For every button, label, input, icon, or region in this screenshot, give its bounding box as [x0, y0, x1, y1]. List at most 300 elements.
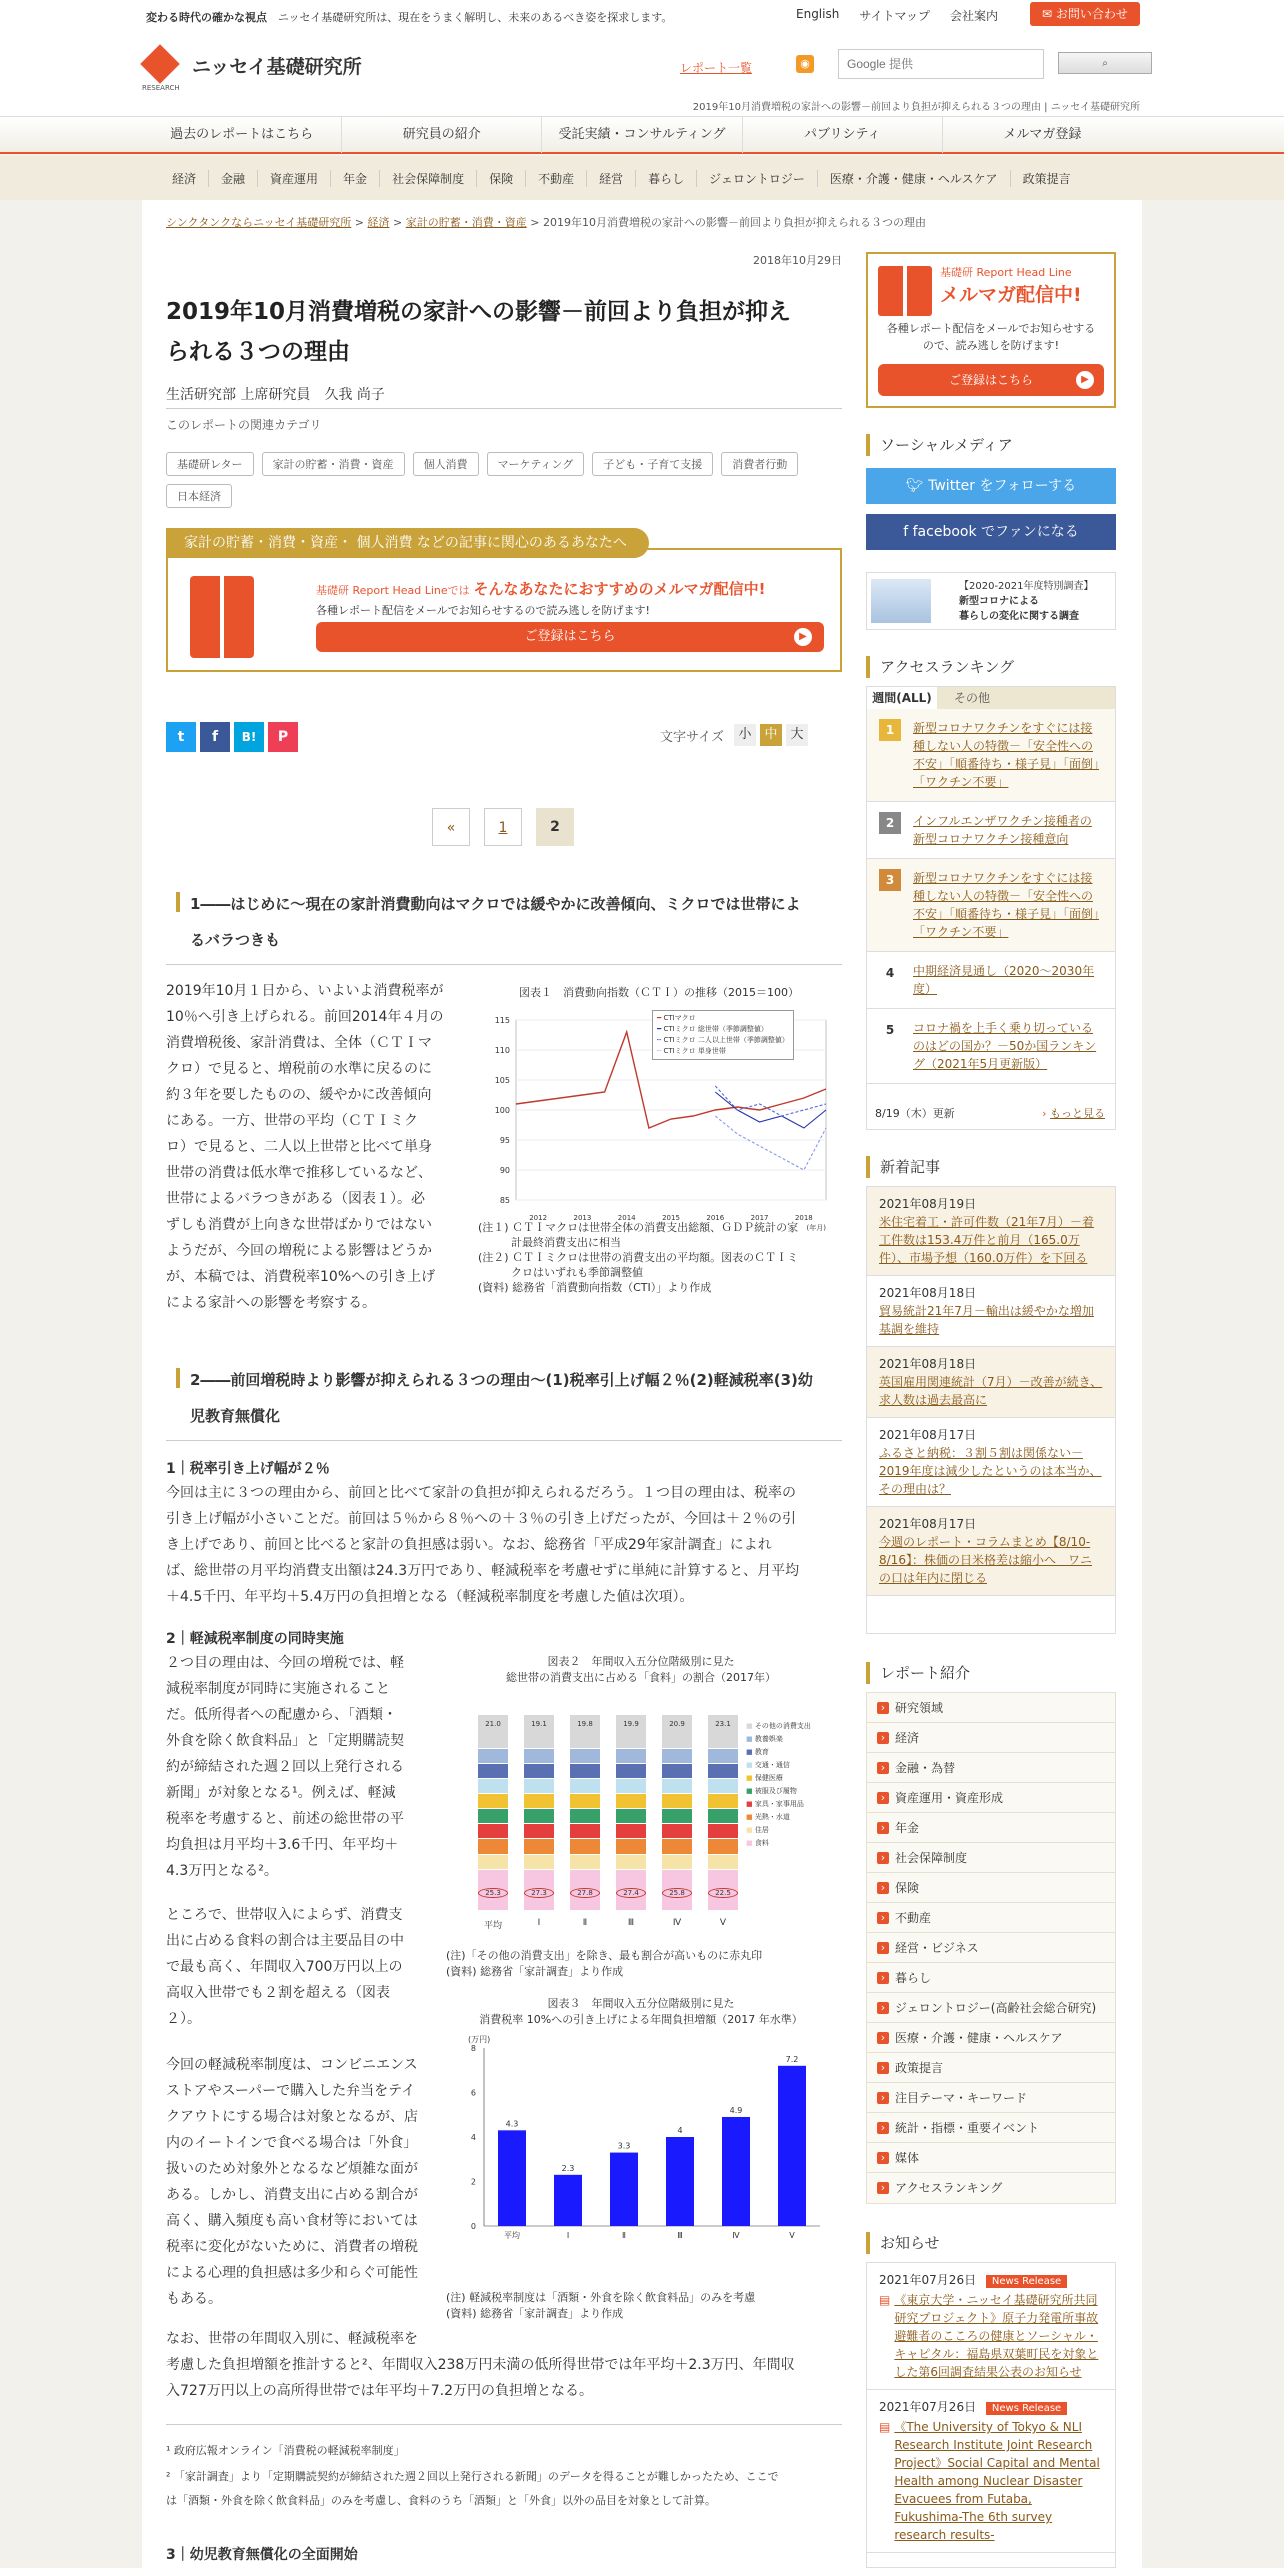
twitter-icon: 🐦︎ — [905, 478, 929, 494]
banner-heading: 家計の貯蓄・消費・資産・ 個人消費 などの記事に関心のあるあなたへ — [166, 528, 649, 558]
text-line: で最も高く、年間収入700万円以上の — [166, 1959, 403, 1975]
hatena-share-icon[interactable]: B! — [234, 722, 264, 752]
paragraph-6 — [166, 2326, 846, 2404]
bar-value-label: 7.2 — [785, 2054, 799, 2064]
tab-other[interactable]: その他 — [953, 691, 990, 705]
report-category-item[interactable]: › 経済 — [867, 1723, 1115, 1753]
contact-button[interactable] — [1030, 2, 1140, 26]
bar-segment — [708, 1778, 738, 1793]
header — [0, 32, 1284, 116]
category-label: Ⅳ — [732, 2231, 740, 2240]
facebook-fan-label: facebook でファンになる — [912, 524, 1079, 540]
legend-label: 家具・家事用品 — [754, 1800, 804, 1808]
breadcrumb-category[interactable]: 家計の貯蓄・消費・資産 — [405, 216, 527, 229]
tag-item[interactable]: 基礎研レター — [166, 452, 254, 476]
rank-number: 1 — [879, 719, 901, 741]
search-input[interactable] — [838, 49, 1044, 79]
notice-date: 2021年07月26日 — [879, 2400, 977, 2414]
stacked-bar — [662, 1714, 692, 1910]
news-link[interactable]: 英国雇用関連統計（7月）－改善が続き、求人数は過去最高に — [879, 1375, 1103, 1407]
ranking-more-label: もっと見る — [1050, 1107, 1105, 1120]
pdf-icon: ▤ — [879, 2293, 891, 2307]
ranking-item[interactable] — [867, 802, 1115, 859]
bar-segment — [524, 1763, 554, 1778]
figure-1-title: 図表１ 消費動向指数（ＣＴＩ）の推移（2015＝100） — [519, 986, 799, 999]
bar-segment — [708, 1763, 738, 1778]
text-line: 各種レポート配信をメールでお知らせする — [886, 322, 1096, 335]
top-bar — [0, 0, 1284, 32]
bar-segment — [662, 1763, 692, 1778]
bar-segment — [570, 1854, 600, 1869]
cat-pension[interactable]: 年金 — [331, 170, 380, 187]
page-title-crumb: 2019年10月消費増税の家計への影響－前回より負担が抑えられる３つの理由 | ニッセイ基礎研究所 — [692, 102, 1140, 113]
x-tick-label: 2014 — [617, 1214, 636, 1222]
cat-insurance[interactable]: 保険 — [477, 170, 526, 187]
news-item[interactable] — [867, 1418, 1115, 1507]
font-size-label: 文字サイズ — [660, 729, 724, 745]
report-category-item[interactable]: › 研究領域 — [867, 1693, 1115, 1723]
twitter-follow-label: Twitter をフォローする — [928, 478, 1077, 494]
heading-marker — [176, 1368, 180, 1388]
sitemap-link[interactable]: サイトマップ — [859, 9, 931, 23]
legend-swatch-icon: ■ — [746, 1800, 753, 1808]
nav-past-reports[interactable]: 過去のレポートはこちら — [142, 117, 342, 153]
figure-3-title-line1: 図表３ 年間収入五分位階級別に見た — [547, 1997, 735, 2010]
font-size-small[interactable]: 小 — [734, 724, 756, 746]
legend-label: 教育 — [754, 1748, 769, 1756]
bar-segment — [524, 1793, 554, 1808]
text-line: にある。一方、世帯の平均（ＣＴＩミク — [166, 1113, 418, 1129]
sidebar-register-button[interactable] — [878, 364, 1104, 396]
report-category-item[interactable]: › 資産運用・資産形成 — [867, 1783, 1115, 1813]
legend-label: 食料 — [754, 1839, 769, 1847]
nav-consulting[interactable]: 受託実績・コンサルティング — [542, 117, 742, 153]
x-tick-label: 2016 — [706, 1214, 725, 1222]
bar-segment — [662, 1838, 692, 1853]
note-line: (資料) 総務省「家計調査」より作成 — [446, 1965, 624, 1978]
news-item[interactable] — [867, 1507, 1115, 1596]
cat-gerontology[interactable]: ジェロントロジー — [697, 170, 818, 187]
legend-item — [746, 1785, 811, 1798]
rss-icon[interactable]: ◉ — [796, 55, 814, 73]
ranking-item[interactable] — [867, 709, 1115, 802]
nav-publicity[interactable]: パブリシティ — [743, 117, 943, 153]
bar — [666, 2137, 694, 2226]
legend-line-icon: ━ — [657, 1025, 662, 1033]
pager-page-2[interactable]: 2 — [536, 808, 574, 846]
book-icon — [190, 576, 254, 658]
bar-segment — [616, 1763, 646, 1778]
text-line: ある。しかし、消費支出に占める割合が — [166, 2187, 418, 2203]
sidebar-mailmag-title: メルマガ配信中! — [940, 284, 1082, 306]
tag-item[interactable]: 個人消費 — [413, 452, 479, 476]
ranking-date: 8/19（木）更新 — [875, 1107, 955, 1120]
tag-item[interactable]: マーケティング — [487, 452, 585, 476]
text-line: 新聞」が対象となる¹。例えば、軽減 — [166, 1785, 396, 1801]
banner-register-button[interactable] — [316, 622, 824, 652]
note-line: クロはいずれも季節調整値 — [478, 1266, 643, 1279]
mailmag-banner — [166, 535, 842, 672]
footnote-1: ¹ 政府広報オンライン「消費税の軽減税率制度」 — [166, 2444, 405, 2457]
company-link[interactable]: 会社案内 — [950, 9, 999, 23]
contact-label: お問い合わせ — [1055, 7, 1128, 21]
cat-economy[interactable]: 経済 — [160, 170, 209, 187]
subheading-3: 3｜幼児教育無償化の全面開始 — [166, 2547, 358, 2563]
breadcrumb-economy[interactable]: 経済 — [367, 216, 390, 229]
category-label: Ⅱ — [582, 1918, 588, 1928]
legend-label: CTIミクロ 単身世帯 — [663, 1047, 726, 1055]
y-tick-label: 8 — [470, 2044, 476, 2053]
x-tick-label: 2013 — [573, 1214, 592, 1222]
facebook-icon: f — [903, 524, 913, 540]
text-line: が、本稿では、消費税率10%への引き上げ — [166, 1269, 436, 1285]
text-line: 世帯の消費は低水準で推移しているなど、 — [166, 1165, 432, 1181]
legend-item — [746, 1798, 811, 1811]
report-category-item[interactable]: › 暮らし — [867, 1963, 1115, 1993]
ranking-item[interactable] — [867, 859, 1115, 952]
bar-segment — [570, 1763, 600, 1778]
legend-item — [746, 1837, 811, 1850]
news-link[interactable]: 貿易統計21年7月－輸出は緩やかな増加基調を維持 — [879, 1304, 1094, 1336]
rank-number: 2 — [879, 812, 901, 834]
bar-segment — [662, 1778, 692, 1793]
y-tick-label: 105 — [494, 1076, 510, 1085]
notice-link[interactable]: 《The University of Tokyo & NLI Research Institute Joint Research Project》Social Capital and Mental Health among Nuclear Disaster Evacuees from Futaba, Fukushima-The 6th survey research results- — [894, 2420, 1100, 2542]
report-category-item[interactable]: › 社会保障制度 — [867, 1843, 1115, 1873]
top-share-label: 23.1 — [715, 1720, 731, 1728]
legend-label: 保健医療 — [754, 1774, 783, 1782]
news-box — [866, 1186, 1116, 1634]
tag-item[interactable]: 子ども・子育て支援 — [592, 452, 713, 476]
legend-label: 交通・通信 — [754, 1761, 790, 1769]
legend-label: CTIマクロ — [663, 1014, 696, 1022]
text-line: 扱いのため対象外となるなど煩雑な面が — [166, 2161, 418, 2177]
ranking-item[interactable] — [867, 952, 1115, 1009]
legend-swatch-icon: ■ — [746, 1774, 753, 1782]
article-author[interactable]: 生活研究部 上席研究員 久我 尚子 — [166, 384, 842, 409]
section-heading-1-line1: 1――はじめに～現在の家計消費動向はマクロでは緩やかに改善傾向、ミクロでは世帯によ — [190, 895, 801, 913]
news-item[interactable] — [867, 1187, 1115, 1276]
text-line: ので、読み逃しを防げます! — [922, 339, 1060, 352]
cat-realestate[interactable]: 不動産 — [526, 170, 587, 187]
text-line: ば、総世帯の月平均消費支出額は24.3万円であり、軽減税率を考慮せずに単純に計算すると、月平均 — [166, 1563, 800, 1579]
cat-management[interactable]: 経営 — [587, 170, 636, 187]
series-line — [715, 1086, 826, 1116]
legend-item — [746, 1720, 811, 1733]
bar-value-label: 4 — [677, 2126, 683, 2135]
english-link[interactable]: English — [796, 7, 840, 21]
cat-healthcare[interactable]: 医療・介護・健康・ヘルスケア — [818, 170, 1011, 187]
text-line: 約が締結された週２回以上発行される — [166, 1759, 404, 1775]
logo-sub: RESEARCH — [142, 84, 180, 92]
font-size-large[interactable]: 大 — [786, 724, 808, 746]
text-line: クアウトにする場合は対象となるが、店 — [166, 2109, 418, 2125]
text-line: 2019年10月１日から、いよいよ消費税率が — [166, 983, 444, 999]
notice-item[interactable] — [867, 2390, 1115, 2553]
cat-life[interactable]: 暮らし — [636, 170, 697, 187]
food-share-label: 22.5 — [708, 1888, 738, 1898]
news-link[interactable]: ふるさと納税：３割５割は関係ない－2019年度は減少したというのは本当か、その理由は？ — [879, 1446, 1102, 1496]
footnote-2b: は「酒類・外食を除く飲食料品」のみを考慮し、食料のうち「酒類」と「外食」以外の品目を対象として計算。 — [166, 2494, 716, 2507]
facebook-fan-button[interactable] — [866, 514, 1116, 550]
bar — [778, 2066, 806, 2226]
legend-swatch-icon: ■ — [746, 1826, 753, 1834]
pocket-share-icon[interactable]: P — [268, 722, 298, 752]
legend-item — [746, 1759, 811, 1772]
legend-line-icon: ┄ — [657, 1047, 662, 1055]
note-line: (注) 軽減税率制度は「酒類・外食を除く飲食料品」のみを考慮 — [446, 2291, 756, 2304]
section-heading-2-line1: 2――前回増税時より影響が抑えられる３つの理由～(1)税率引上げ幅２％(2)軽減税率(3)幼 — [190, 1371, 813, 1389]
report-category-item[interactable]: › 政策提言 — [867, 2053, 1115, 2083]
note-line: (注２) ＣＴＩミクロは世帯の消費支出の平均額。図表のＣＴＩミ — [478, 1251, 799, 1264]
banner-register-label: ご登録はこちら — [524, 629, 616, 644]
text-line: 引き上げ幅が小さいことだ。前回は５％から８％への＋３％の引き上げだったが、今回は＋２％の引 — [166, 1511, 796, 1527]
report-list-link[interactable]: レポート一覧 — [680, 61, 753, 75]
breadcrumb: シンクタンクならニッセイ基礎研究所 > 経済 > 家計の貯蓄・消費・資産 > 2019年10月消費増税の家計への影響－前回より負担が抑えられる３つの理由 — [166, 216, 926, 229]
report-category-item[interactable]: › 不動産 — [867, 1903, 1115, 1933]
legend-item — [746, 1746, 811, 1759]
twitter-follow-button[interactable] — [866, 468, 1116, 504]
ranking-link[interactable]: 中期経済見通し（2020～2030年度） — [913, 964, 1095, 996]
report-category-item[interactable]: › 注目テーマ・キーワード — [867, 2083, 1115, 2113]
text-line: もある。 — [166, 2291, 222, 2307]
report-category-item[interactable]: › アクセスランキング — [867, 2173, 1115, 2203]
x-tick-label: 2018 — [794, 1214, 813, 1222]
legend-swatch-icon: ■ — [746, 1735, 753, 1743]
ranking-link[interactable]: インフルエンザワクチン接種者の新型コロナワクチン接種意向 — [913, 814, 1092, 846]
houses-icon — [871, 579, 931, 623]
text-line: による心理的負担感は多少和らぐ可能性 — [166, 2265, 418, 2281]
paragraph-1 — [166, 978, 466, 1316]
stacked-bar — [708, 1714, 738, 1910]
text-line: 高く、購入頻度も高い食材等においては — [166, 2213, 418, 2229]
nav-mailmagazine[interactable]: メルマガ登録 — [1003, 127, 1082, 142]
ranking-link[interactable]: 新型コロナワクチンをすぐには接種しない人の特徴－「安全性への不安」「順番待ち・様子見」「面倒」「ワクチン不要」 — [913, 871, 1100, 939]
legend-swatch-icon: ■ — [746, 1722, 753, 1730]
legend-item — [657, 1013, 789, 1024]
tag-item[interactable]: 日本経済 — [166, 484, 232, 508]
report-category-item[interactable]: › 経営・ビジネス — [867, 1933, 1115, 1963]
search-icon: ⌕ — [1102, 57, 1108, 69]
bar-segment — [570, 1823, 600, 1838]
text-line: クロ）で見ると、増税前の水準に戻るのに — [166, 1061, 432, 1077]
ranking-list — [867, 709, 1115, 1084]
pager-page-1[interactable]: 1 — [484, 808, 522, 846]
bar-segment — [524, 1854, 554, 1869]
news-date: 2021年08月18日 — [879, 1286, 977, 1300]
figure-3-unit: (万円) — [468, 2035, 491, 2044]
ranking-more-link[interactable] — [1042, 1105, 1105, 1121]
text-line: だ。低所得者への配慮から、「酒類・ — [166, 1707, 397, 1723]
legend-label: CTIミクロ 二人以上世帯（季節調整値） — [663, 1036, 789, 1044]
legend-label: 住居 — [754, 1826, 769, 1834]
y-tick-label: 110 — [494, 1046, 510, 1055]
figure-1-legend — [652, 1010, 794, 1060]
nav-researchers[interactable]: 研究員の紹介 — [342, 117, 542, 153]
heading-marker — [176, 892, 180, 912]
tag-item[interactable]: 家計の貯蓄・消費・資産 — [262, 452, 405, 476]
chevron-right-icon: › — [1042, 1107, 1050, 1120]
covid-survey-promo[interactable] — [866, 572, 1116, 630]
figure-3-title — [440, 1996, 842, 2028]
tag-item[interactable]: 消費者行動 — [721, 452, 798, 476]
subheading-2: 2｜軽減税率制度の同時実施 — [166, 1631, 344, 1647]
report-category-item[interactable]: › 保険 — [867, 1873, 1115, 1903]
legend-item — [746, 1824, 811, 1837]
footnote-2a: ² 「家計調査」より「定期購読契約が締結された週２回以上発行される新聞」のデータを得ることが難しかったため、ここで — [166, 2470, 779, 2483]
text-line: 10％へ引き上げられる。前回2014年４月の — [166, 1009, 444, 1025]
pager-prev[interactable]: « — [432, 808, 470, 846]
notice-meta — [879, 2271, 1103, 2291]
sidebar-mailmag-text — [868, 320, 1114, 354]
bar-segment — [478, 1838, 508, 1853]
report-intro-heading: レポート紹介 — [866, 1662, 970, 1684]
news-link[interactable]: 今週のレポート・コラムまとめ【8/10-8/16】：株価の日米格差は縮小へ ワニの口は年内に閉じる — [879, 1535, 1092, 1585]
bar-segment — [616, 1808, 646, 1823]
notice-link[interactable]: 《東京大学・ニッセイ基礎研究所共同研究プロジェクト》原子力発電所事故避難者のこころの健康とソーシャル・キャピタル：福島県双葉町民を対象とした第6回調査結果公表のお知らせ — [894, 2293, 1099, 2379]
legend-item — [657, 1024, 789, 1035]
search-button[interactable] — [1058, 52, 1152, 74]
bar-value-label: 4.3 — [505, 2119, 519, 2129]
bar-value-label: 4.9 — [729, 2105, 743, 2115]
figure-2 — [440, 1654, 842, 1984]
text-line: ストアやスーパーで購入した弁当をテイ — [166, 2083, 416, 2099]
text-line: 内のイートインで食べる場合は「外食」 — [166, 2135, 418, 2151]
logo-text[interactable]: ニッセイ基礎研究所 — [192, 56, 362, 78]
figure-3-notes — [446, 2290, 755, 2322]
banner-line1a: 基礎研 Report Head Lineでは — [316, 584, 470, 597]
category-label: Ⅲ — [627, 1918, 635, 1928]
category-label: 平均 — [504, 2231, 520, 2240]
bar-segment — [616, 1838, 646, 1853]
legend-item — [746, 1811, 811, 1824]
twitter-share-icon[interactable]: t — [166, 722, 196, 752]
report-category-item[interactable]: › 医療・介護・健康・ヘルスケア — [867, 2023, 1115, 2053]
text-line: ずしも消費が上向きな世帯ばかりではない — [166, 1217, 432, 1233]
bar-segment — [662, 1808, 692, 1823]
share-buttons — [166, 722, 298, 752]
report-category-item[interactable]: › 金融・為替 — [867, 1753, 1115, 1783]
text-line: 4.3万円となる²。 — [166, 1863, 278, 1879]
news-date: 2021年08月19日 — [879, 1197, 977, 1211]
text-line: 均負担は月平均＋3.6千円、年平均＋ — [166, 1837, 399, 1853]
text-line: ところで、世帯収入によらず、消費支 — [166, 1907, 403, 1923]
x-tick-label: 2015 — [662, 1214, 680, 1222]
legend-item — [746, 1772, 811, 1785]
legend-swatch-icon: ■ — [746, 1813, 753, 1821]
x-axis-label: (年月) — [806, 1224, 826, 1232]
subheading-1: 1｜税率引き上げ幅が２％ — [166, 1461, 330, 1477]
figure-2-title — [440, 1654, 842, 1686]
ranking-link[interactable]: 新型コロナワクチンをすぐには接種しない人の特徴－「安全性への不安」「順番待ち・様子見」「面倒」「ワクチン不要」 — [913, 721, 1100, 789]
note-line: 計最終消費支出に相当 — [478, 1236, 621, 1249]
cat-asset[interactable]: 資産運用 — [258, 170, 331, 187]
stacked-bar — [616, 1714, 646, 1910]
report-category-item[interactable]: › 年金 — [867, 1813, 1115, 1843]
category-label: Ⅰ — [566, 2231, 570, 2240]
legend-swatch-icon: ■ — [746, 1761, 753, 1769]
category-label: Ⅳ — [672, 1918, 682, 1928]
arrow-right-icon: ▶ — [1076, 371, 1094, 389]
stacked-bar — [478, 1714, 508, 1910]
bar-segment — [524, 1838, 554, 1853]
paragraph-3 — [166, 1650, 436, 1884]
bar-segment — [478, 1793, 508, 1808]
category-label: Ⅰ — [537, 1918, 541, 1928]
category-label: Ⅴ — [789, 2231, 795, 2240]
top-share-label: 20.9 — [669, 1720, 685, 1728]
figure-2-title-line2: 総世帯の消費支出に占める「食料」の割合（2017年） — [506, 1671, 776, 1684]
rank-number: 5 — [885, 1023, 895, 1037]
logo-mark-icon — [140, 44, 180, 84]
tab-weekly-all[interactable]: 週間(ALL) — [867, 687, 937, 709]
bar-segment — [570, 1808, 600, 1823]
legend-item — [657, 1035, 789, 1046]
paragraph-4 — [166, 1902, 436, 2032]
bar-segment — [616, 1748, 646, 1763]
cat-finance[interactable]: 金融 — [209, 170, 258, 187]
pdf-icon: ▤ — [879, 2420, 891, 2434]
news-item[interactable] — [867, 1276, 1115, 1347]
promo-text — [959, 579, 1094, 624]
sidebar-mailmag-label: 基礎研 Report Head Line — [940, 266, 1072, 279]
legend-label: その他の消費支出 — [754, 1722, 811, 1730]
section-heading-1-line2: るバラつきも — [190, 931, 281, 949]
notice-item[interactable] — [867, 2263, 1115, 2390]
news-release-badge: News Release — [986, 2402, 1067, 2415]
ranking-item[interactable] — [867, 1009, 1115, 1084]
bar-segment — [478, 1808, 508, 1823]
bar-segment — [570, 1748, 600, 1763]
legend-swatch-icon: ■ — [746, 1839, 753, 1847]
bar-value-label: 3.3 — [617, 2141, 631, 2151]
legend-swatch-icon: ■ — [746, 1748, 753, 1756]
cat-social-security[interactable]: 社会保障制度 — [380, 170, 477, 187]
legend-item — [657, 1046, 789, 1057]
font-size-medium[interactable]: 中 — [760, 724, 782, 746]
breadcrumb-home[interactable]: シンクタンクならニッセイ基礎研究所 — [166, 216, 352, 229]
report-category-item[interactable]: › 統計・指標・重要イベント — [867, 2113, 1115, 2143]
stacked-bar — [524, 1714, 554, 1910]
text-line: 入727万円以上の高所得世帯では年平均＋7.2万円の負担増となる。 — [166, 2383, 593, 2399]
cat-policy[interactable]: 政策提言 — [1022, 172, 1071, 186]
news-link[interactable]: 米住宅着工・許可件数（21年7月）－着工件数は153.4万件と前月（165.0万件）、市場予想（160.0万件）を下回る — [879, 1215, 1094, 1265]
news-date: 2021年08月18日 — [879, 1357, 977, 1371]
legend-label: 光熱・水道 — [754, 1813, 790, 1821]
news-item[interactable] — [867, 1347, 1115, 1418]
report-category-item[interactable]: › ジェロントロジー(高齢社会総合研究) — [867, 1993, 1115, 2023]
note-line: (注１) ＣＴＩマクロは世帯全体の消費支出総額、ＧＤＰ統計の家 — [478, 1221, 799, 1234]
bar-segment — [478, 1778, 508, 1793]
top-share-label: 21.0 — [485, 1720, 501, 1728]
bar-segment — [616, 1793, 646, 1808]
category-nav-list — [160, 170, 1083, 187]
report-category-item[interactable]: › 媒体 — [867, 2143, 1115, 2173]
ranking-link[interactable]: コロナ禍を上手く乗り切っているのはどの国か？－50か国ランキング（2021年5月更新版） — [913, 1021, 1097, 1071]
section-heading-2-line2: 児教育無償化 — [190, 1407, 281, 1425]
food-share-label: 25.8 — [662, 1888, 692, 1898]
facebook-share-icon[interactable]: f — [200, 722, 230, 752]
note-line: (注)「その他の消費支出」を除き、最も割合が高いものに赤丸印 — [446, 1949, 763, 1962]
top-share-label: 19.9 — [623, 1720, 639, 1728]
bar-segment — [478, 1823, 508, 1838]
mail-icon: ✉ — [1042, 7, 1056, 21]
bar-segment — [570, 1778, 600, 1793]
food-share-label: 27.3 — [524, 1888, 554, 1898]
bar-segment — [524, 1808, 554, 1823]
bar-segment — [478, 1854, 508, 1869]
bar-value-label: 2.3 — [561, 2163, 575, 2173]
